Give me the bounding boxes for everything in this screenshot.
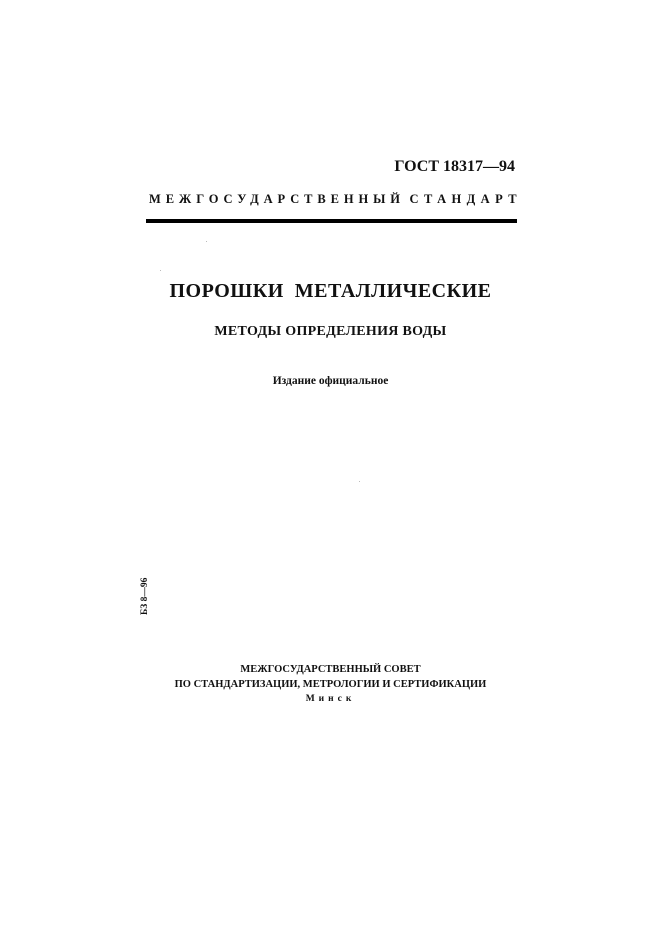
standard-type-line bbox=[149, 192, 522, 207]
publisher-line-2: ПО СТАНДАРТИЗАЦИИ, МЕТРОЛОГИИ И СЕРТИФИКАЦИИ bbox=[174, 679, 487, 690]
publisher-block bbox=[0, 662, 661, 707]
side-registration-mark bbox=[140, 575, 154, 615]
document-title: ПОРОШКИ МЕТАЛЛИЧЕСКИЕ bbox=[169, 280, 492, 302]
publisher-line-1: МЕЖГОСУДАРСТВЕННЫЙ СОВЕТ bbox=[240, 664, 421, 675]
standard-number: ГОСТ 18317—94 bbox=[394, 158, 515, 175]
publisher-city: Минск bbox=[305, 694, 356, 704]
edition-note: Издание официальное bbox=[272, 375, 389, 387]
scan-speck bbox=[359, 481, 360, 482]
standard-type-word-interstate: МЕЖГОСУДАРСТВЕННЫЙ bbox=[149, 192, 405, 206]
header-divider-rule bbox=[146, 219, 517, 223]
document-subtitle: МЕТОДЫ ОПРЕДЕЛЕНИЯ ВОДЫ bbox=[214, 324, 447, 339]
scan-speck bbox=[206, 241, 207, 242]
side-registration-text: БЗ 8—96 bbox=[140, 577, 150, 615]
standard-type-word-standard: СТАНДАРТ bbox=[409, 192, 522, 206]
scan-speck bbox=[160, 270, 161, 271]
